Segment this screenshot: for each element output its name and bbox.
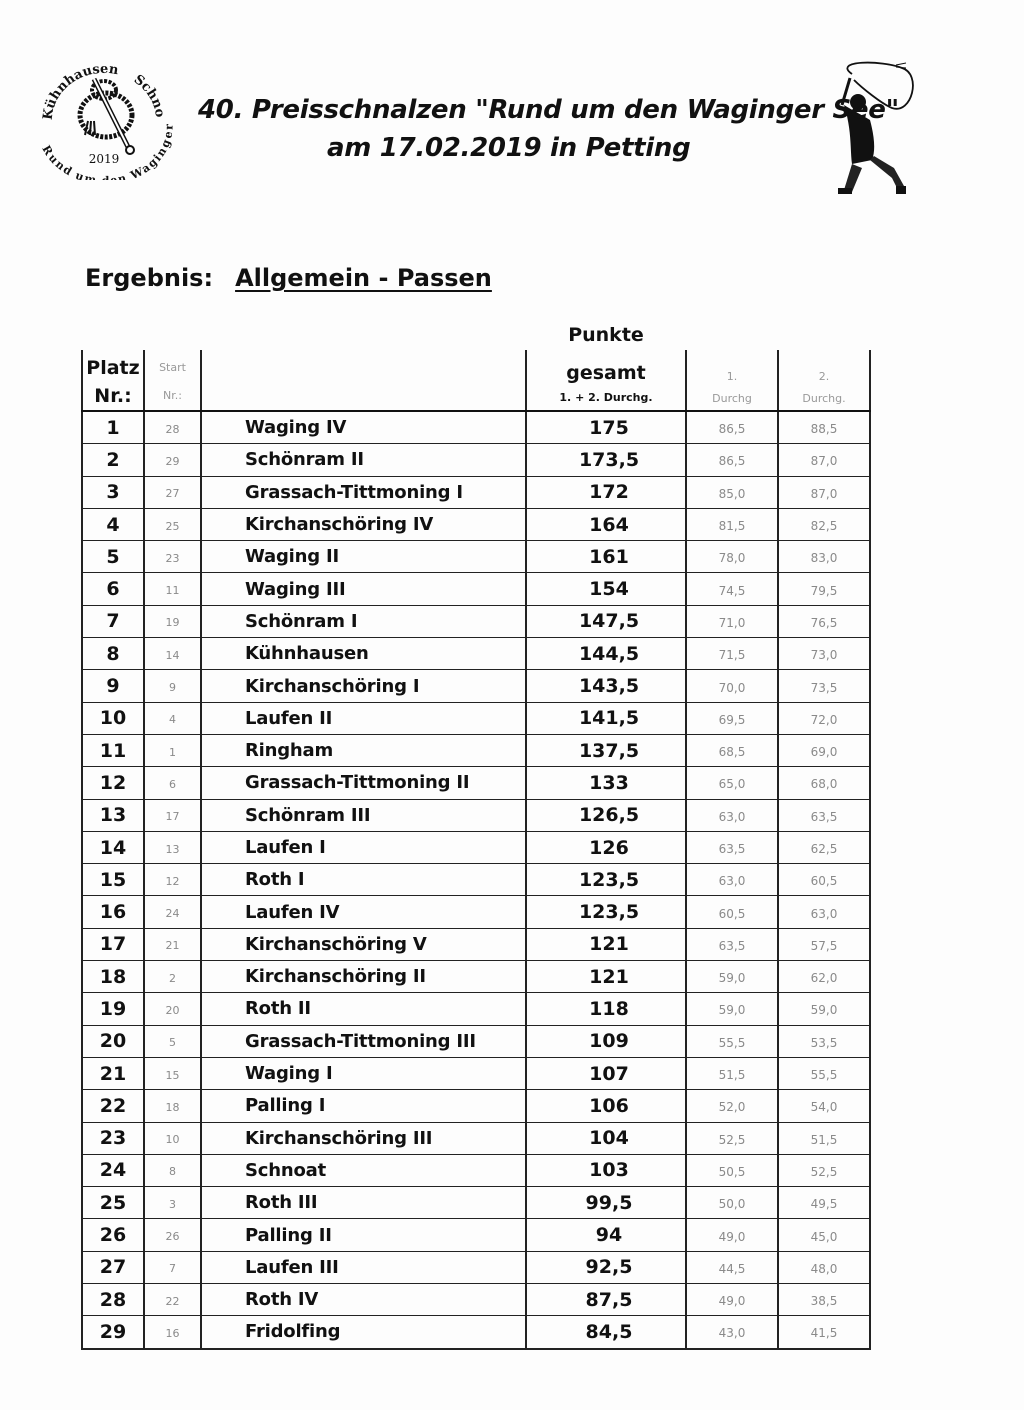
cell-durchgang-2: 49,5 <box>778 1187 870 1219</box>
cell-punkte-gesamt: 172 <box>526 476 686 508</box>
cell-punkte-gesamt: 107 <box>526 1057 686 1089</box>
cell-team-name: Grassach-Tittmoning I <box>201 476 526 508</box>
cell-durchgang-1: 74,5 <box>686 573 778 605</box>
cell-start-nr: 6 <box>144 767 201 799</box>
cell-durchgang-2: 76,5 <box>778 605 870 637</box>
cell-team-name: Schnoat <box>201 1154 526 1186</box>
header-durchgang-2 <box>778 350 870 411</box>
cell-durchgang-2: 79,5 <box>778 573 870 605</box>
cell-platz: 23 <box>82 1122 144 1154</box>
cell-durchgang-2: 52,5 <box>778 1154 870 1186</box>
cell-platz: 17 <box>82 928 144 960</box>
cell-punkte-gesamt: 133 <box>526 767 686 799</box>
cell-punkte-gesamt: 175 <box>526 411 686 444</box>
cell-durchgang-1: 52,5 <box>686 1122 778 1154</box>
table-row <box>82 702 870 734</box>
cell-durchgang-2: 73,5 <box>778 670 870 702</box>
header-start-line2: Nr.: <box>163 389 182 402</box>
cell-durchgang-2: 48,0 <box>778 1251 870 1283</box>
cell-start-nr: 24 <box>144 896 201 928</box>
cell-start-nr: 18 <box>144 1090 201 1122</box>
table-row <box>82 734 870 766</box>
cell-durchgang-2: 59,0 <box>778 993 870 1025</box>
cell-punkte-gesamt: 161 <box>526 541 686 573</box>
cell-team-name: Grassach-Tittmoning II <box>201 767 526 799</box>
header-d2-line2: Durchg. <box>802 392 846 405</box>
cell-platz: 27 <box>82 1251 144 1283</box>
cell-team-name: Roth II <box>201 993 526 1025</box>
cell-platz: 25 <box>82 1187 144 1219</box>
cell-start-nr: 10 <box>144 1122 201 1154</box>
cell-team-name: Kirchanschöring III <box>201 1122 526 1154</box>
cell-team-name: Roth I <box>201 864 526 896</box>
cell-durchgang-1: 71,0 <box>686 605 778 637</box>
cell-durchgang-1: 49,0 <box>686 1219 778 1251</box>
cell-start-nr: 23 <box>144 541 201 573</box>
cell-start-nr: 3 <box>144 1187 201 1219</box>
cell-punkte-gesamt: 92,5 <box>526 1251 686 1283</box>
cell-punkte-gesamt: 137,5 <box>526 734 686 766</box>
cell-durchgang-2: 62,5 <box>778 831 870 863</box>
cell-team-name: Kirchanschöring I <box>201 670 526 702</box>
club-emblem-logo <box>30 55 178 180</box>
header-punkte-line1: Punkte <box>568 324 644 346</box>
table-row <box>82 411 870 444</box>
cell-start-nr: 16 <box>144 1316 201 1349</box>
cell-durchgang-2: 82,5 <box>778 508 870 540</box>
header-d2-line1: 2. <box>818 370 830 383</box>
cell-punkte-gesamt: 123,5 <box>526 864 686 896</box>
cell-team-name: Palling II <box>201 1219 526 1251</box>
cell-platz: 18 <box>82 961 144 993</box>
cell-start-nr: 26 <box>144 1219 201 1251</box>
cell-durchgang-1: 63,5 <box>686 831 778 863</box>
cell-start-nr: 14 <box>144 638 201 670</box>
cell-durchgang-1: 86,5 <box>686 411 778 444</box>
header-platz <box>82 350 144 411</box>
cell-platz: 26 <box>82 1219 144 1251</box>
table-row <box>82 573 870 605</box>
cell-durchgang-2: 87,0 <box>778 476 870 508</box>
cell-team-name: Laufen II <box>201 702 526 734</box>
cell-platz: 20 <box>82 1025 144 1057</box>
cell-durchgang-2: 83,0 <box>778 541 870 573</box>
cell-platz: 1 <box>82 411 144 444</box>
header-start <box>144 350 201 411</box>
table-row <box>82 961 870 993</box>
cell-durchgang-1: 60,5 <box>686 896 778 928</box>
cell-team-name: Fridolfing <box>201 1316 526 1349</box>
cell-durchgang-1: 55,5 <box>686 1025 778 1057</box>
cell-platz: 21 <box>82 1057 144 1089</box>
cell-start-nr: 29 <box>144 444 201 476</box>
header-punkte <box>526 324 686 411</box>
cell-start-nr: 19 <box>144 605 201 637</box>
cell-durchgang-1: 85,0 <box>686 476 778 508</box>
cell-start-nr: 11 <box>144 573 201 605</box>
cell-start-nr: 12 <box>144 864 201 896</box>
cell-platz: 10 <box>82 702 144 734</box>
cell-start-nr: 9 <box>144 670 201 702</box>
cell-durchgang-1: 70,0 <box>686 670 778 702</box>
results-table-body <box>82 411 870 1349</box>
cell-team-name: Waging I <box>201 1057 526 1089</box>
cell-durchgang-1: 63,0 <box>686 799 778 831</box>
header-platz-line2: Nr.: <box>94 385 132 407</box>
cell-punkte-gesamt: 173,5 <box>526 444 686 476</box>
cell-durchgang-1: 49,0 <box>686 1284 778 1316</box>
cell-punkte-gesamt: 87,5 <box>526 1284 686 1316</box>
cell-platz: 3 <box>82 476 144 508</box>
cell-platz: 7 <box>82 605 144 637</box>
cell-platz: 2 <box>82 444 144 476</box>
cell-durchgang-1: 71,5 <box>686 638 778 670</box>
club-emblem-icon <box>30 55 178 180</box>
cell-punkte-gesamt: 143,5 <box>526 670 686 702</box>
cell-platz: 28 <box>82 1284 144 1316</box>
cell-platz: 15 <box>82 864 144 896</box>
cell-platz: 19 <box>82 993 144 1025</box>
cell-durchgang-1: 44,5 <box>686 1251 778 1283</box>
cell-start-nr: 25 <box>144 508 201 540</box>
header-start-line1: Start <box>159 361 186 374</box>
cell-durchgang-1: 59,0 <box>686 961 778 993</box>
cell-team-name: Palling I <box>201 1090 526 1122</box>
table-row <box>82 508 870 540</box>
cell-team-name: Waging II <box>201 541 526 573</box>
cell-punkte-gesamt: 94 <box>526 1219 686 1251</box>
cell-punkte-gesamt: 144,5 <box>526 638 686 670</box>
cell-platz: 9 <box>82 670 144 702</box>
table-row <box>82 1219 870 1251</box>
cell-start-nr: 4 <box>144 702 201 734</box>
table-row <box>82 638 870 670</box>
cell-durchgang-1: 86,5 <box>686 444 778 476</box>
cell-team-name: Roth IV <box>201 1284 526 1316</box>
cell-team-name: Laufen III <box>201 1251 526 1283</box>
header-d1-line2: Durchg <box>712 392 752 405</box>
cell-team-name: Waging III <box>201 573 526 605</box>
cell-start-nr: 27 <box>144 476 201 508</box>
cell-start-nr: 5 <box>144 1025 201 1057</box>
result-label: Ergebnis: <box>85 264 214 292</box>
cell-platz: 16 <box>82 896 144 928</box>
cell-start-nr: 22 <box>144 1284 201 1316</box>
cell-punkte-gesamt: 118 <box>526 993 686 1025</box>
result-heading <box>85 264 492 292</box>
cell-start-nr: 13 <box>144 831 201 863</box>
cell-punkte-gesamt: 123,5 <box>526 896 686 928</box>
cell-start-nr: 8 <box>144 1154 201 1186</box>
cell-durchgang-1: 59,0 <box>686 993 778 1025</box>
cell-punkte-gesamt: 99,5 <box>526 1187 686 1219</box>
cell-start-nr: 28 <box>144 411 201 444</box>
cell-durchgang-2: 57,5 <box>778 928 870 960</box>
cell-durchgang-2: 62,0 <box>778 961 870 993</box>
cell-durchgang-2: 38,5 <box>778 1284 870 1316</box>
cell-start-nr: 17 <box>144 799 201 831</box>
result-category: Allgemein - Passen <box>235 264 492 292</box>
emblem-year: 2019 <box>88 152 120 166</box>
cell-punkte-gesamt: 154 <box>526 573 686 605</box>
table-row <box>82 1025 870 1057</box>
cell-punkte-gesamt: 121 <box>526 928 686 960</box>
results-table <box>81 324 871 1350</box>
cell-team-name: Waging IV <box>201 411 526 444</box>
table-row <box>82 864 870 896</box>
cell-start-nr: 21 <box>144 928 201 960</box>
cell-team-name: Kirchanschöring II <box>201 961 526 993</box>
title-line-date-location: am 17.02.2019 in Petting <box>327 133 691 163</box>
cell-platz: 12 <box>82 767 144 799</box>
cell-punkte-gesamt: 164 <box>526 508 686 540</box>
table-row <box>82 541 870 573</box>
table-row <box>82 1122 870 1154</box>
cell-durchgang-2: 54,0 <box>778 1090 870 1122</box>
cell-durchgang-2: 41,5 <box>778 1316 870 1349</box>
cell-durchgang-1: 78,0 <box>686 541 778 573</box>
emblem-top-text: Kühnhausen <box>40 61 120 121</box>
cell-team-name: Ringham <box>201 734 526 766</box>
table-row <box>82 1057 870 1089</box>
table-row <box>82 670 870 702</box>
cell-platz: 22 <box>82 1090 144 1122</box>
cell-punkte-gesamt: 106 <box>526 1090 686 1122</box>
header-d1-line1: 1. <box>726 370 738 383</box>
cell-durchgang-2: 51,5 <box>778 1122 870 1154</box>
header-platz-line1: Platz <box>86 357 140 379</box>
cell-team-name: Schönram II <box>201 444 526 476</box>
cell-platz: 8 <box>82 638 144 670</box>
table-row <box>82 831 870 863</box>
cell-start-nr: 15 <box>144 1057 201 1089</box>
cell-durchgang-2: 73,0 <box>778 638 870 670</box>
cell-team-name: Laufen IV <box>201 896 526 928</box>
table-row <box>82 1316 870 1349</box>
cell-team-name: Kirchanschöring IV <box>201 508 526 540</box>
table-row <box>82 993 870 1025</box>
table-row <box>82 1187 870 1219</box>
cell-durchgang-1: 63,5 <box>686 928 778 960</box>
cell-punkte-gesamt: 109 <box>526 1025 686 1057</box>
table-row <box>82 896 870 928</box>
cell-team-name: Schönram I <box>201 605 526 637</box>
title-line-event: 40. Preisschnalzen "Rund um den Waginger See" <box>198 95 899 125</box>
emblem-right-text: Schno <box>130 72 168 119</box>
cell-durchgang-2: 63,5 <box>778 799 870 831</box>
cell-platz: 4 <box>82 508 144 540</box>
cell-team-name: Schönram III <box>201 799 526 831</box>
cell-durchgang-1: 51,5 <box>686 1057 778 1089</box>
cell-durchgang-2: 72,0 <box>778 702 870 734</box>
cell-durchgang-2: 88,5 <box>778 411 870 444</box>
cell-punkte-gesamt: 126,5 <box>526 799 686 831</box>
cell-platz: 29 <box>82 1316 144 1349</box>
table-row <box>82 605 870 637</box>
header-name <box>201 350 526 411</box>
table-row <box>82 444 870 476</box>
cell-punkte-gesamt: 104 <box>526 1122 686 1154</box>
cell-start-nr: 20 <box>144 993 201 1025</box>
cell-durchgang-1: 81,5 <box>686 508 778 540</box>
cell-punkte-gesamt: 103 <box>526 1154 686 1186</box>
header-punkte-line3: 1. + 2. Durchg. <box>559 391 653 404</box>
header-durchgang-1 <box>686 350 778 411</box>
table-row <box>82 928 870 960</box>
cell-platz: 5 <box>82 541 144 573</box>
table-row <box>82 1154 870 1186</box>
cell-team-name: Roth III <box>201 1187 526 1219</box>
cell-durchgang-2: 53,5 <box>778 1025 870 1057</box>
cell-punkte-gesamt: 141,5 <box>526 702 686 734</box>
cell-platz: 13 <box>82 799 144 831</box>
cell-punkte-gesamt: 121 <box>526 961 686 993</box>
table-row <box>82 1284 870 1316</box>
whip-cracker-figure <box>822 60 922 205</box>
cell-durchgang-1: 65,0 <box>686 767 778 799</box>
cell-durchgang-1: 50,0 <box>686 1187 778 1219</box>
cell-punkte-gesamt: 84,5 <box>526 1316 686 1349</box>
cell-durchgang-2: 69,0 <box>778 734 870 766</box>
cell-durchgang-2: 45,0 <box>778 1219 870 1251</box>
cell-durchgang-1: 63,0 <box>686 864 778 896</box>
table-row <box>82 767 870 799</box>
cell-platz: 6 <box>82 573 144 605</box>
emblem-bottom-text: Rund um n Waginger <box>39 124 176 180</box>
table-row <box>82 1251 870 1283</box>
whip-cracker-icon <box>822 60 922 205</box>
cell-start-nr: 2 <box>144 961 201 993</box>
cell-punkte-gesamt: 147,5 <box>526 605 686 637</box>
table-row <box>82 799 870 831</box>
cell-team-name: Grassach-Tittmoning III <box>201 1025 526 1057</box>
cell-durchgang-2: 68,0 <box>778 767 870 799</box>
cell-start-nr: 7 <box>144 1251 201 1283</box>
cell-team-name: Laufen I <box>201 831 526 863</box>
results-table-header <box>82 324 870 411</box>
table-row <box>82 476 870 508</box>
cell-platz: 24 <box>82 1154 144 1186</box>
cell-durchgang-1: 52,0 <box>686 1090 778 1122</box>
cell-durchgang-1: 50,5 <box>686 1154 778 1186</box>
cell-durchgang-1: 43,0 <box>686 1316 778 1349</box>
cell-team-name: Kirchanschöring V <box>201 928 526 960</box>
cell-durchgang-2: 55,5 <box>778 1057 870 1089</box>
header-punkte-line2: gesamt <box>566 362 646 384</box>
cell-punkte-gesamt: 126 <box>526 831 686 863</box>
cell-team-name: Kühnhausen <box>201 638 526 670</box>
cell-start-nr: 1 <box>144 734 201 766</box>
cell-platz: 11 <box>82 734 144 766</box>
cell-durchgang-1: 69,5 <box>686 702 778 734</box>
cell-durchgang-2: 63,0 <box>778 896 870 928</box>
cell-platz: 14 <box>82 831 144 863</box>
cell-durchgang-2: 87,0 <box>778 444 870 476</box>
table-row <box>82 1090 870 1122</box>
cell-durchgang-2: 60,5 <box>778 864 870 896</box>
cell-durchgang-1: 68,5 <box>686 734 778 766</box>
